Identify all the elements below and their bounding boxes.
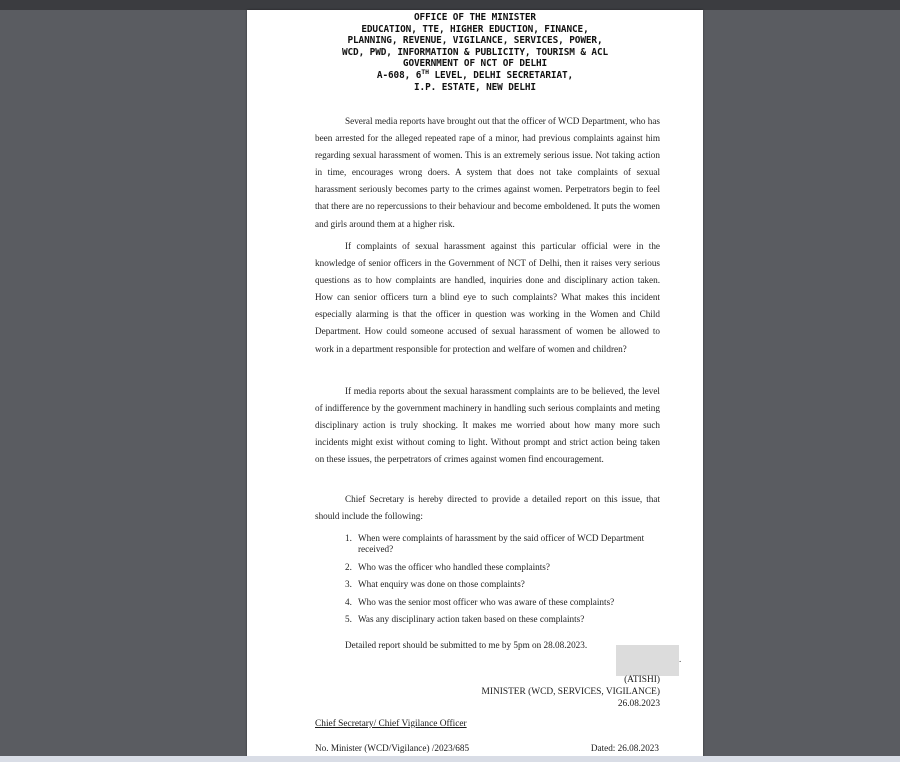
signature-mark: . xyxy=(679,654,682,664)
deadline-line: Detailed report should be submitted to me by 5pm on 28.08.2023. xyxy=(345,640,588,650)
signature-date: 26.08.2023 xyxy=(617,699,660,709)
paragraph-3 xyxy=(315,383,660,468)
paragraph-text: Several media reports have brought out that the officer of WCD Department, who has been arrested for the alleged repeated rape of a minor, had previous complaints against him regarding sexual harassment of women. This is an extremely serious issue. Not taking action in time, encourages wrong doers. A system that does not take complaints of sexual harassment seriously becomes party to the crimes against women. Perpetrators begin to feel that there are no repercussions to their behaviour and become emboldened. It puts the women and girls around them at a higher risk. xyxy=(315,116,661,229)
paragraph-2 xyxy=(315,238,660,358)
letterhead-portfolios-3: WCD, PWD, INFORMATION & PUBLICITY, TOURISM & ACL xyxy=(341,46,609,58)
reference-number: No. Minister (WCD/Vigilance) /2023/685 xyxy=(315,743,470,753)
viewer-bottom-bar xyxy=(0,756,900,762)
signatory-title: MINISTER (WCD, SERVICES, VIGILANCE) xyxy=(481,687,660,697)
list-item-number: 4. xyxy=(345,596,352,607)
letterhead-office: OFFICE OF THE MINISTER xyxy=(414,12,536,23)
paragraph-text: Chief Secretary is hereby directed to provide a detailed report on this issue, that should include the following: xyxy=(315,494,660,522)
list-item-text: What enquiry was done on those complaints? xyxy=(358,579,525,590)
paragraph-text: If complaints of sexual harassment against this particular official were in the knowledge of senior officers in the Government of NCT of Delhi, then it raises very serious questions as to how complaints are handled, inquiries done and disciplinary action taken. How can senior officers turn a blind eye to such complaints? What makes this incident especially alarming is that the officer in question was working in the Women and Child Department. How could someone accused of sexual harassment of women be allowed to work in a department responsible for protection and welfare of women and children? xyxy=(315,241,660,354)
redacted-signature xyxy=(616,645,682,676)
signatory-name: (ATISHI) xyxy=(624,675,660,685)
list-item-number: 5. xyxy=(345,614,352,625)
letterhead-estate: I.P. ESTATE, NEW DELHI xyxy=(414,81,536,93)
list-item-number: 3. xyxy=(345,579,352,590)
letterhead-address-ordinal: TH xyxy=(421,67,429,76)
paragraph-1 xyxy=(315,113,660,233)
signatory-block xyxy=(482,686,661,710)
viewer-toolbar xyxy=(0,0,900,10)
list-item xyxy=(345,579,665,590)
list-item xyxy=(345,533,665,555)
list-item-number: 2. xyxy=(345,561,352,572)
list-item xyxy=(345,614,665,625)
list-item-text: Was any disciplinary action taken based on these complaints? xyxy=(358,614,585,625)
reference-date: Dated: 26.08.2023 xyxy=(590,743,659,753)
letterhead-address-building: LEVEL, DELHI SECRETARIAT, xyxy=(428,69,574,81)
document-page xyxy=(247,10,703,758)
paragraph-4 xyxy=(315,491,660,525)
question-list xyxy=(345,533,665,632)
letterhead-portfolios-1: EDUCATION, TTE, HIGHER EDUCTION, FINANCE, xyxy=(361,23,589,35)
list-item xyxy=(345,562,665,573)
list-item-text: Who was the senior most officer who was aware of these complaints? xyxy=(358,596,615,607)
letterhead xyxy=(247,12,703,93)
list-item-text: When were complaints of harassment by the said officer of WCD Department received? xyxy=(358,533,645,554)
letterhead-address xyxy=(247,67,703,82)
list-item xyxy=(345,597,665,608)
letterhead-portfolios-2: PLANNING, REVENUE, VIGILANCE, SERVICES, POWER, xyxy=(347,35,603,47)
paragraph-text: If media reports about the sexual harassment complaints are to be believed, the level of indifference by the government machinery in handling such serious complaints and meting disciplinary action is truly shocking. It makes me worried about how many more such incidents might exist without coming to light. Without prompt and strict action being taken on these issues, the perpetrators of crimes against women find encouragement. xyxy=(315,386,660,465)
letterhead-government: GOVERNMENT OF NCT OF DELHI xyxy=(402,58,548,70)
list-item-number: 1. xyxy=(345,533,352,543)
addressee: Chief Secretary/ Chief Vigilance Officer xyxy=(315,719,467,729)
letterhead-address-room: A-608, 6 xyxy=(376,69,422,81)
list-item-text: Who was the officer who handled these complaints? xyxy=(358,561,550,572)
